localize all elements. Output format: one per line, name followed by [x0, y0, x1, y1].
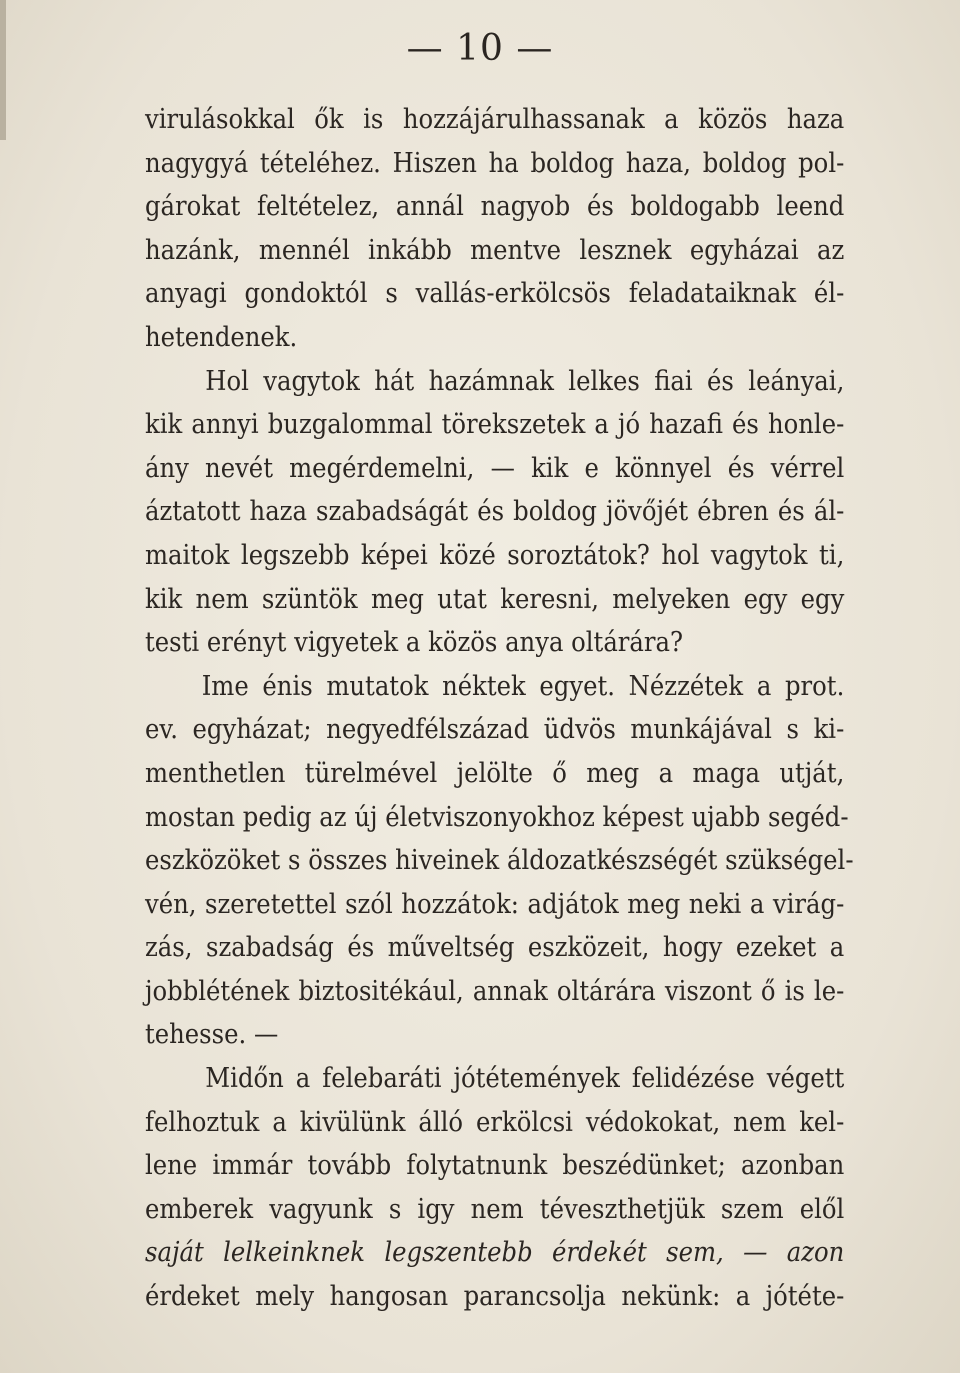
- text-line: testi erényt vigyetek a közös anya oltárára?: [145, 627, 684, 659]
- text-line: nagygyá tételéhez. Hiszen ha boldog haza, boldog pol-: [145, 147, 845, 179]
- text-line: felhoztuk a kivülünk álló erkölcsi védokokat, nem kel-: [145, 1106, 845, 1138]
- text-line: kik annyi buzgalommal törekszetek a jó hazafi és honle-: [145, 409, 845, 441]
- text-line: kik nem szüntök meg utat keresni, melyeken egy egy: [145, 583, 845, 615]
- text-line: ány nevét megérdemelni, — kik e könnyel és vérrel: [145, 452, 845, 484]
- paragraph-start-line: Hol vagytok hát hazámnak lelkes fiai és leányai,: [205, 365, 845, 397]
- text-line: hazánk, mennél inkább mentve lesznek egyházai az: [145, 234, 845, 266]
- text-line: tehesse. —: [145, 1019, 279, 1051]
- text-line: virulásokkal ők is hozzájárulhassanak a közös haza: [145, 104, 845, 135]
- body-text: [145, 98, 854, 1319]
- text-line: emberek vagyunk s igy nem téveszthetjük szem elől: [145, 1193, 845, 1225]
- text-line: lene immár tovább folytatnunk beszédünket; azonban: [145, 1150, 845, 1182]
- text-line: mostan pedig az új életviszonyokhoz képest ujabb segéd-: [145, 801, 849, 833]
- paragraph-start-line: Midőn a felebaráti jótétemények felidézése végett: [205, 1063, 845, 1095]
- page-edge-shadow: [0, 0, 6, 140]
- text-line: ev. egyházat; negyedfélszázad üdvös munkájával s ki-: [145, 714, 845, 746]
- text-line: jobblétének biztositékául, annak oltárára viszont ő is le-: [145, 975, 845, 1007]
- paragraph-start-line: Ime énis mutatok néktek egyet. Nézzétek a prot.: [201, 670, 845, 702]
- text-line: hetendenek.: [145, 321, 298, 353]
- text-line: menthetlen türelmével jelölte ő meg a maga utját,: [145, 757, 845, 789]
- text-line: zás, szabadság és műveltség eszközeit, hogy ezeket a: [145, 932, 845, 964]
- text-line: érdeket mely hangosan parancsolja nekünk: a jótéte-: [145, 1281, 845, 1313]
- text-line: áztatott haza szabadságát és boldog jövőjét ébren és ál-: [145, 496, 845, 528]
- text-line: anyagi gondoktól s vallás-erkölcsös feladataiknak él-: [145, 278, 845, 310]
- page-number: — 10 —: [406, 28, 554, 69]
- text-line: maitok legszebb képei közé soroztátok? hol vagytok ti,: [145, 539, 845, 571]
- text-line: vén, szeretettel szól hozzátok: adjátok meg neki a virág-: [145, 888, 845, 920]
- text-line: eszközöket s összes hiveinek áldozatkészségét szükségel-: [145, 845, 854, 877]
- text-line: gárokat feltételez, annál nagyob és boldogabb leend: [145, 191, 845, 223]
- italic-text-line: saját lelkeinknek legszentebb érdekét sem, — azon: [145, 1237, 845, 1269]
